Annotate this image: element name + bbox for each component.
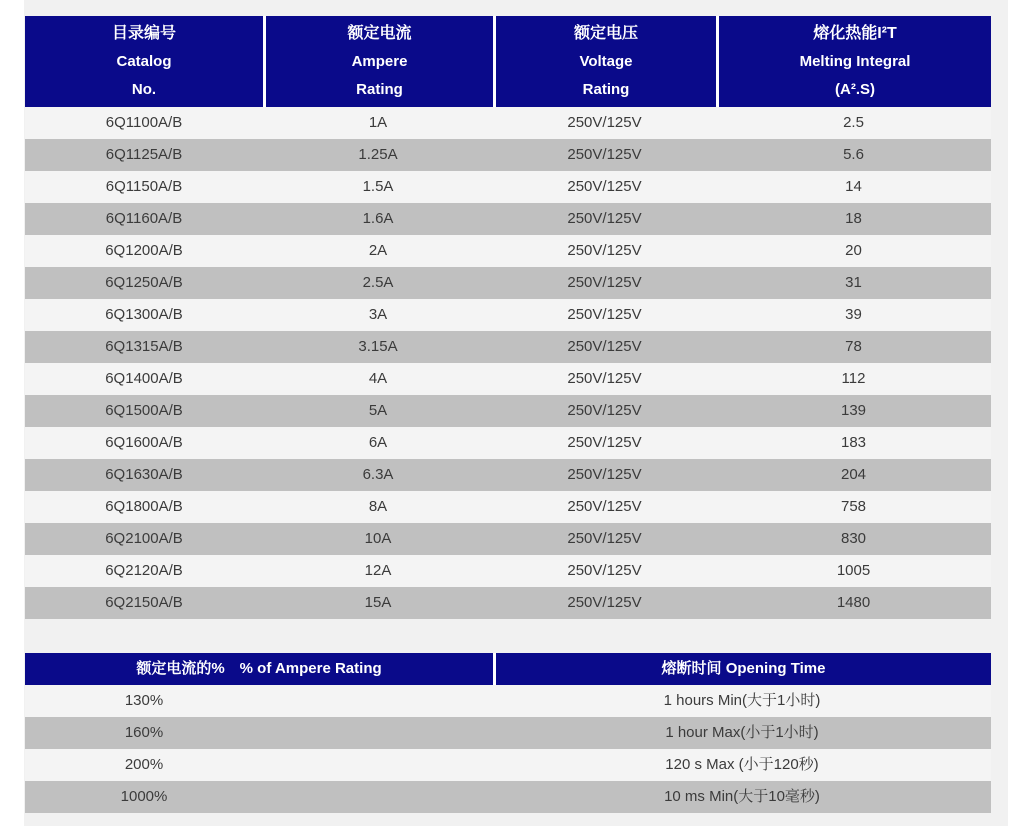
opening-time-row (25, 749, 991, 781)
header-label-en: Melting Integral (799, 52, 911, 70)
table-cell: 2.5 (843, 114, 864, 131)
table-cell: 250V/125V (567, 178, 642, 195)
spec-table-row (25, 459, 991, 491)
spec-table-row (25, 331, 991, 363)
empty-cell (263, 717, 493, 749)
table-cell: 5.6 (843, 146, 864, 163)
table-cell: 250V/125V (567, 242, 642, 259)
spec-table-row (25, 139, 991, 171)
table-cell: 6Q1315A/B (105, 338, 183, 355)
content-panel (24, 0, 1008, 826)
table-cell: 6Q1100A/B (105, 114, 183, 131)
table-cell: 3A (368, 306, 388, 323)
table-cell: 204 (840, 466, 867, 483)
table-cell: 139 (840, 402, 867, 419)
spec-table-row (25, 395, 991, 427)
table-cell: 250V/125V (567, 274, 642, 291)
table-cell: 6Q2150A/B (105, 594, 183, 611)
spec-table-body (25, 107, 991, 619)
table-cell: 250V/125V (567, 146, 642, 163)
table-cell: 250V/125V (567, 402, 642, 419)
table-cell: 15A (364, 594, 392, 611)
table-cell: 6Q1300A/B (105, 306, 183, 323)
table-cell: 6Q2120A/B (105, 562, 183, 579)
table-cell: 250V/125V (567, 594, 642, 611)
header-label-zh: 额定电流 (347, 24, 412, 42)
header-label-zh: 额定电压 (573, 24, 638, 42)
header-label-en: Ampere (351, 52, 408, 70)
spec-table-row (25, 523, 991, 555)
header-melting-integral (716, 16, 991, 107)
table-cell: 1.25A (358, 146, 398, 163)
header-label-en: (A².S) (835, 80, 875, 98)
spec-table-row (25, 491, 991, 523)
header-label-en: Rating (356, 80, 403, 98)
opening-time-table-header (25, 653, 991, 685)
table-cell: 31 (845, 274, 862, 291)
table-cell: 250V/125V (567, 466, 642, 483)
header-percent-of-ampere-rating: 额定电流的% % of Ampere Rating (136, 660, 382, 677)
table-cell: 6Q2100A/B (105, 530, 183, 547)
table-cell: 250V/125V (567, 338, 642, 355)
table-cell: 1000% (120, 788, 168, 805)
table-cell: 78 (845, 338, 862, 355)
table-cell: 10 ms Min(大于10毫秒) (664, 788, 820, 805)
table-cell: 10A (364, 530, 392, 547)
spec-table-row (25, 267, 991, 299)
table-cell: 250V/125V (567, 434, 642, 451)
table-cell: 250V/125V (567, 530, 642, 547)
table-cell: 6Q1500A/B (105, 402, 183, 419)
table-cell: 6Q1160A/B (105, 210, 183, 227)
table-cell: 1.5A (362, 178, 394, 195)
table-cell: 6Q1630A/B (105, 466, 183, 483)
header-voltage-rating (493, 16, 716, 107)
opening-time-row (25, 781, 991, 813)
spec-table-row (25, 107, 991, 139)
table-cell: 6Q1250A/B (105, 274, 183, 291)
table-cell: 112 (841, 370, 866, 387)
spec-table-row (25, 363, 991, 395)
header-label-zh: 目录编号 (111, 24, 176, 42)
header-label-zh: 熔化热能I²T (813, 24, 897, 42)
header-label-en: Voltage (579, 52, 633, 70)
spec-table-header (25, 16, 991, 107)
spec-table-row (25, 427, 991, 459)
table-cell: 250V/125V (567, 562, 642, 579)
table-cell: 1 hours Min(大于1小时) (663, 692, 821, 709)
table-cell: 250V/125V (567, 114, 642, 131)
table-cell: 250V/125V (567, 370, 642, 387)
table-cell: 250V/125V (567, 210, 642, 227)
table-cell: 2.5A (362, 274, 394, 291)
table-cell: 250V/125V (567, 306, 642, 323)
opening-time-row (25, 717, 991, 749)
opening-time-table (25, 653, 991, 813)
header-ampere-rating (263, 16, 493, 107)
table-cell: 18 (845, 210, 862, 227)
header-label-en: Rating (582, 80, 630, 98)
table-cell: 1 hour Max(小于1小时) (665, 724, 819, 741)
header-opening-time: 熔断时间 Opening Time (493, 653, 991, 685)
spec-table-row (25, 299, 991, 331)
table-cell: 200% (124, 756, 164, 773)
table-cell: 120 s Max (小于120秒) (665, 756, 819, 773)
spec-table-row (25, 587, 991, 619)
table-cell: 20 (845, 242, 862, 259)
opening-time-row (25, 685, 991, 717)
table-cell: 4A (368, 370, 388, 387)
table-cell: 8A (368, 498, 388, 515)
table-cell: 6Q1125A/B (105, 146, 183, 163)
table-cell: 2A (368, 242, 388, 259)
table-cell: 3.15A (358, 338, 398, 355)
table-cell: 1005 (836, 562, 871, 579)
table-cell: 830 (840, 530, 867, 547)
spec-table-row (25, 203, 991, 235)
table-cell: 5A (368, 402, 388, 419)
table-cell: 6Q1400A/B (105, 370, 183, 387)
spec-table-row (25, 171, 991, 203)
table-cell: 6.3A (362, 466, 394, 483)
table-cell: 14 (845, 178, 862, 195)
empty-cell (263, 749, 493, 781)
empty-cell (263, 685, 493, 717)
table-cell: 758 (840, 498, 867, 515)
table-cell: 250V/125V (567, 498, 642, 515)
table-cell: 12A (364, 562, 392, 579)
table-cell: 160% (124, 724, 164, 741)
table-cell: 183 (840, 434, 867, 451)
table-cell: 6Q1150A/B (105, 178, 183, 195)
table-cell: 6A (368, 434, 388, 451)
table-cell: 1.6A (362, 210, 394, 227)
table-cell: 1A (368, 114, 388, 131)
spec-table (25, 16, 991, 619)
header-catalog-no (25, 16, 263, 107)
opening-time-table-body (25, 685, 991, 813)
spec-table-row (25, 555, 991, 587)
table-cell: 6Q1200A/B (105, 242, 183, 259)
table-cell: 39 (845, 306, 862, 323)
empty-cell (263, 781, 493, 813)
header-label-en: No. (131, 80, 157, 98)
header-label-en: Catalog (116, 52, 172, 70)
table-cell: 130% (124, 692, 164, 709)
table-cell: 1480 (836, 594, 871, 611)
spec-table-row (25, 235, 991, 267)
table-cell: 6Q1600A/B (105, 434, 183, 451)
table-cell: 6Q1800A/B (105, 498, 183, 515)
